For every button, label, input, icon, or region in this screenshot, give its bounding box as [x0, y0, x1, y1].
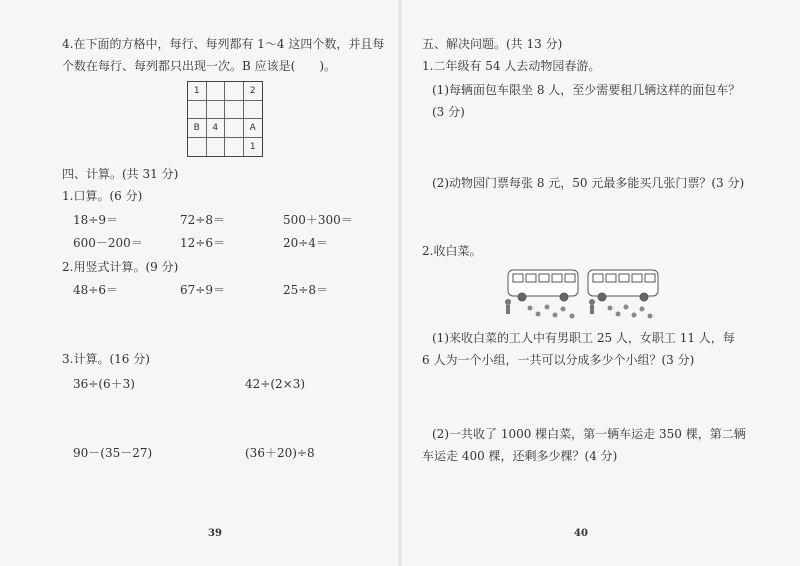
calc-item: 36÷(6＋3)	[73, 377, 135, 391]
grid-cell	[225, 138, 244, 157]
vertical-item: 25÷8＝	[283, 283, 328, 297]
problem-1: 1.二年级有 54 人去动物园春游。	[422, 59, 601, 73]
bus-icon	[588, 270, 658, 301]
number-grid	[187, 81, 263, 157]
grid-cell: 2	[244, 82, 263, 101]
oral-item: 20÷4＝	[283, 236, 328, 250]
problem-2: 2.收白菜。	[422, 244, 482, 258]
grid-cell	[207, 138, 226, 157]
grid-cell: 1	[249, 141, 256, 152]
calc-item: (36＋20)÷8	[245, 446, 315, 460]
grid-cell: 4	[207, 119, 226, 138]
problem-2a-line-1: (1)来收白菜的工人中有男职工 25 人，女职工 11 人，每	[432, 331, 735, 345]
vertical-item: 48÷6＝	[73, 283, 118, 297]
grid-cell	[225, 82, 244, 101]
bus-icon	[508, 270, 578, 301]
oral-item: 500＋300＝	[283, 213, 353, 227]
grid-cell	[188, 138, 207, 157]
buses-and-cabbage-illustration	[500, 266, 665, 326]
problem-1a-line-1: (1)每辆面包车限坐 8 人，至少需要租几辆这样的面包车？	[432, 83, 741, 97]
calc-item: 42÷(2×3)	[245, 377, 306, 391]
grid-cell	[188, 101, 207, 120]
grid-cell	[207, 82, 226, 101]
grid-cell: B	[188, 119, 207, 138]
vertical-item: 67÷9＝	[180, 283, 225, 297]
grid-cell: 1	[188, 82, 207, 101]
subsection-vertical-heading: 2.用竖式计算。(9 分)	[62, 260, 179, 274]
problem-2b-line-2: 车运走 400 棵，还剩多少棵？(4 分)	[422, 449, 618, 463]
problem-1b: (2)动物园门票每张 8 元，50 元最多能买几张门票？(3 分)	[432, 176, 745, 190]
problem-1a-line-2: (3 分)	[432, 105, 465, 119]
question-4-line-2: 个数在每行、每列都只出现一次。B 应该是( )。	[62, 59, 336, 73]
oral-item: 600－200＝	[73, 236, 143, 250]
oral-item: 18÷9＝	[73, 213, 118, 227]
problem-2a-line-2: 6 人为一个小组，一共可以分成多少个小组？(3 分)	[422, 353, 695, 367]
subsection-oral-heading: 1.口算。(6 分)	[62, 189, 143, 203]
grid-cell	[207, 101, 226, 120]
oral-item: 12÷6＝	[180, 236, 225, 250]
grid-cell: A	[244, 119, 263, 138]
page-number: 40	[574, 528, 588, 539]
grid-cell	[225, 119, 244, 138]
page-number: 39	[208, 528, 222, 539]
calc-item: 90－(35－27)	[73, 446, 153, 460]
problem-2b-line-1: (2)一共收了 1000 棵白菜，第一辆车运走 350 棵，第二辆	[432, 427, 746, 441]
subsection-calc-heading: 3.计算。(16 分)	[62, 352, 150, 366]
worker-icon	[505, 299, 595, 314]
oral-item: 72÷8＝	[180, 213, 225, 227]
grid-cell	[244, 101, 263, 120]
grid-cell	[225, 101, 244, 120]
question-4-line-1: 4.在下面的方格中，每行、每列都有 1～4 这四个数，并且每	[62, 37, 385, 51]
section-5-heading: 五、解决问题。(共 13 分)	[422, 37, 563, 51]
section-4-heading: 四、计算。(共 31 分)	[62, 167, 179, 181]
